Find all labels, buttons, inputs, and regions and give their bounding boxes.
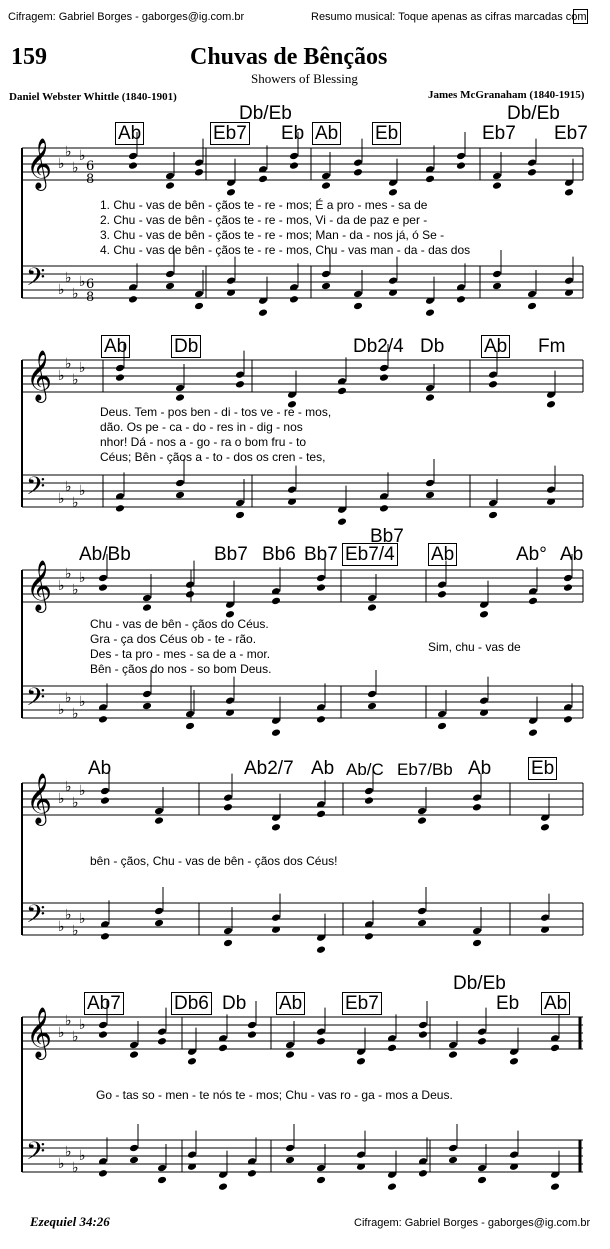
- note-head: [98, 1021, 108, 1030]
- note-head: [563, 715, 573, 724]
- note-head: [98, 574, 108, 583]
- note-head: [187, 1057, 197, 1066]
- note-head: [564, 276, 574, 285]
- flat-sign: ♭: [72, 1160, 79, 1176]
- note-head: [142, 690, 152, 699]
- note-head: [364, 787, 374, 796]
- note-head: [448, 1041, 458, 1050]
- note-head: [100, 932, 110, 941]
- chord-db-eb: Db/Eb: [507, 103, 560, 124]
- flat-sign: ♭: [79, 1017, 86, 1033]
- flat-sign: ♭: [65, 690, 72, 706]
- note-head: [472, 803, 482, 812]
- note-head: [488, 370, 498, 379]
- note-head: [175, 384, 185, 393]
- chord-db6: Db6: [171, 992, 212, 1015]
- flat-sign: ♭: [72, 160, 79, 176]
- flat-sign: ♭: [58, 1025, 65, 1041]
- note-head: [223, 939, 233, 948]
- note-head: [98, 1169, 108, 1178]
- note-head: [417, 919, 427, 928]
- chord-db2-4: Db2/4: [353, 336, 404, 357]
- chord-ab: Ab: [88, 758, 112, 779]
- note-head: [477, 1176, 487, 1185]
- lyricist: Daniel Webster Whittle (1840-1901): [9, 91, 177, 103]
- chord-ab: Ab: [560, 544, 584, 565]
- note-head: [417, 816, 427, 825]
- note-head: [285, 1156, 295, 1165]
- verse-3: 3. Chu - vas de bên - çãos te - re - mos; Man - da - nos já, ó Se -: [100, 228, 445, 242]
- chord-eb: Eb: [372, 122, 401, 145]
- note-head: [509, 1057, 519, 1066]
- note-head: [425, 175, 435, 184]
- note-head: [115, 504, 125, 513]
- note-head: [418, 1021, 428, 1030]
- flat-sign: ♭: [72, 706, 79, 722]
- hymn-subtitle: Showers of Blessing: [251, 71, 358, 86]
- note-head: [226, 276, 236, 285]
- note-head: [437, 722, 447, 731]
- chord-bb7: Bb7: [214, 544, 248, 565]
- note-head: [115, 364, 125, 373]
- note-head: [185, 710, 195, 719]
- chord-ab: Ab: [541, 992, 570, 1015]
- flat-sign: ♭: [65, 144, 72, 160]
- note-head: [316, 945, 326, 954]
- note-head: [388, 276, 398, 285]
- note-head: [321, 172, 331, 181]
- note-head: [128, 295, 138, 304]
- note-head: [194, 168, 204, 177]
- note-head: [387, 1182, 397, 1191]
- chord-eb7: Eb7: [210, 122, 250, 145]
- note-head: [247, 1021, 257, 1030]
- flat-sign: ♭: [65, 1013, 72, 1029]
- flat-sign: ♭: [65, 479, 72, 495]
- note-head: [142, 594, 152, 603]
- note-head: [316, 1037, 326, 1046]
- note-head: [456, 152, 466, 161]
- note-head: [194, 290, 204, 299]
- note-head: [425, 384, 435, 393]
- chord-ab: Ab: [276, 992, 305, 1015]
- verse-2: Gra - ça dos Céus ob - te - rão.: [90, 632, 257, 646]
- flat-sign: ♭: [79, 570, 86, 586]
- treble-clef: 𝄞: [26, 138, 53, 189]
- verse-4: Céus; Bên - çãos a - to - dos os cren - tes,: [100, 450, 326, 464]
- note-head: [472, 939, 482, 948]
- chord-fm: Fm: [538, 336, 566, 357]
- flat-sign: ♭: [79, 694, 86, 710]
- note-head: [492, 172, 502, 181]
- note-head: [456, 295, 466, 304]
- note-head: [367, 594, 377, 603]
- note-head: [437, 590, 447, 599]
- note-head: [129, 1041, 139, 1050]
- note-head: [418, 1030, 428, 1039]
- note-head: [218, 1182, 228, 1191]
- chord-ab: Ab: [428, 543, 457, 566]
- note-head: [154, 816, 164, 825]
- verse-1: Deus. Tem - pos ben - di - tos ve - re - mos,: [100, 405, 332, 419]
- note-head: [417, 807, 427, 816]
- flat-sign: ♭: [79, 148, 86, 164]
- verse-1: 1. Chu - vas de bên - çãos te - re - mos; É a pro - mes - sa de: [100, 198, 428, 212]
- note-head: [379, 364, 389, 373]
- note-head: [316, 1164, 326, 1173]
- note-head: [165, 172, 175, 181]
- treble-clef: 𝄞: [26, 350, 53, 401]
- note-head: [128, 161, 138, 170]
- note-head: [379, 373, 389, 382]
- time-signature: 8: [86, 290, 95, 305]
- chord-db: Db: [420, 336, 445, 357]
- bass-clef: 𝄢: [26, 900, 46, 935]
- flat-sign: ♭: [65, 779, 72, 795]
- note-head: [165, 181, 175, 190]
- chord-bb7: Bb7: [304, 544, 338, 565]
- flat-sign: ♭: [72, 1029, 79, 1045]
- note-head: [364, 796, 374, 805]
- chord-eb7: Eb7: [342, 992, 382, 1015]
- note-head: [285, 1144, 295, 1153]
- note-head: [247, 1169, 257, 1178]
- note-head: [235, 511, 245, 520]
- chord-ab2-7: Ab2/7: [244, 758, 294, 779]
- verse-2: 2. Chu - vas de bên - çãos te - re - mos, Vi - da de paz e per -: [100, 213, 428, 227]
- flat-sign: ♭: [79, 783, 86, 799]
- note-head: [247, 1030, 257, 1039]
- note-head: [223, 803, 233, 812]
- chord-ab: Ab: [481, 335, 510, 358]
- chord-bb6: Bb6: [262, 544, 296, 565]
- note-head: [509, 1150, 519, 1159]
- note-head: [337, 517, 347, 526]
- note-head: [564, 188, 574, 197]
- note-head: [353, 168, 363, 177]
- note-head: [223, 793, 233, 802]
- note-head: [356, 1150, 366, 1159]
- note-head: [226, 188, 236, 197]
- note-head: [154, 807, 164, 816]
- flat-sign: ♭: [58, 282, 65, 298]
- note-head: [425, 491, 435, 500]
- note-head: [546, 485, 556, 494]
- flat-sign: ♭: [79, 1148, 86, 1164]
- note-head: [527, 168, 537, 177]
- note-head: [488, 499, 498, 508]
- note-head: [492, 270, 502, 279]
- chord-db: Db: [171, 335, 201, 358]
- note-head: [479, 610, 489, 619]
- note-head: [353, 158, 363, 167]
- note-head: [367, 690, 377, 699]
- note-head: [528, 728, 538, 737]
- note-head: [285, 1041, 295, 1050]
- note-head: [321, 270, 331, 279]
- flat-sign: ♭: [58, 919, 65, 935]
- note-head: [98, 1030, 108, 1039]
- note-head: [546, 400, 556, 409]
- note-head: [425, 479, 435, 488]
- flat-sign: ♭: [79, 911, 86, 927]
- note-head: [235, 380, 245, 389]
- treble-clef: 𝄞: [26, 1007, 53, 1058]
- note-head: [157, 1027, 167, 1036]
- note-head: [235, 499, 245, 508]
- chord-ab7: Ab7: [84, 992, 124, 1015]
- note-head: [353, 290, 363, 299]
- note-head: [258, 308, 268, 317]
- note-head: [271, 728, 281, 737]
- flat-sign: ♭: [58, 1156, 65, 1172]
- chord-ab: Ab: [101, 335, 130, 358]
- note-head: [387, 1044, 397, 1053]
- note-head: [527, 290, 537, 299]
- chord-ab-bb: Ab/Bb: [79, 544, 131, 565]
- note-head: [367, 702, 377, 711]
- chord-db-eb: Db/Eb: [239, 103, 292, 124]
- note-head: [142, 702, 152, 711]
- time-signature: 8: [86, 172, 95, 187]
- note-head: [418, 1169, 428, 1178]
- flat-sign: ♭: [79, 274, 86, 290]
- chord-ab: Ab: [115, 122, 144, 145]
- flat-sign: ♭: [65, 270, 72, 286]
- flat-sign: ♭: [72, 795, 79, 811]
- note-head: [540, 823, 550, 832]
- treble-clef: 𝄞: [26, 773, 53, 824]
- note-head: [479, 696, 489, 705]
- flat-sign: ♭: [72, 582, 79, 598]
- note-head: [337, 387, 347, 396]
- chord-db-eb: Db/Eb: [453, 973, 506, 994]
- chord-ab-c: Ab/C: [346, 760, 384, 779]
- note-head: [129, 1050, 139, 1059]
- note-head: [379, 504, 389, 513]
- flat-sign: ♭: [72, 923, 79, 939]
- note-head: [100, 796, 110, 805]
- note-head: [316, 715, 326, 724]
- hymn-number: 159: [11, 44, 47, 70]
- note-head: [235, 370, 245, 379]
- note-head: [271, 597, 281, 606]
- note-head: [258, 175, 268, 184]
- flat-sign: ♭: [72, 286, 79, 302]
- note-head: [185, 580, 195, 589]
- note-head: [388, 188, 398, 197]
- bass-clef: 𝄢: [26, 1137, 46, 1172]
- note-head: [540, 913, 550, 922]
- time-signature: 6: [86, 277, 95, 292]
- note-head: [154, 919, 164, 928]
- treble-clef: 𝄞: [26, 560, 53, 611]
- flat-sign: ♭: [58, 578, 65, 594]
- note-head: [353, 302, 363, 311]
- flat-sign: ♭: [65, 1144, 72, 1160]
- note-head: [472, 793, 482, 802]
- note-head: [321, 282, 331, 291]
- verse-1: Chu - vas de bên - çãos do Céus.: [90, 617, 269, 631]
- note-head: [316, 810, 326, 819]
- flat-sign: ♭: [72, 495, 79, 511]
- chord-ab: Ab: [311, 758, 335, 779]
- note-head: [321, 181, 331, 190]
- flat-sign: ♭: [58, 368, 65, 384]
- chord-eb7-bb: Eb7/Bb: [397, 760, 453, 779]
- chord-db: Db: [222, 993, 247, 1014]
- refrain-line-2: Go - tas so - men - te nós te - mos; Chu - vas ro - ga - mos a Deus.: [96, 1088, 453, 1102]
- note-head: [472, 927, 482, 936]
- flat-sign: ♭: [79, 483, 86, 499]
- note-head: [364, 932, 374, 941]
- verse-2: dão. Os pe - ca - do - res in - dig - nos: [100, 420, 303, 434]
- note-head: [194, 302, 204, 311]
- flat-sign: ♭: [58, 491, 65, 507]
- note-head: [448, 1156, 458, 1165]
- note-head: [157, 1164, 167, 1173]
- note-head: [187, 1150, 197, 1159]
- note-head: [128, 152, 138, 161]
- header-summary: Resumo musical: Toque apenas as cifras marcadas com: [311, 11, 587, 23]
- note-head: [154, 907, 164, 916]
- note-head: [477, 1164, 487, 1173]
- bass-clef: 𝄢: [26, 263, 46, 298]
- chord-eb: Eb: [528, 757, 557, 780]
- note-head: [456, 161, 466, 170]
- bass-clef: 𝄢: [26, 683, 46, 718]
- note-head: [175, 479, 185, 488]
- note-head: [142, 603, 152, 612]
- note-head: [425, 393, 435, 402]
- chord-ab: Ab: [468, 758, 492, 779]
- note-head: [316, 1027, 326, 1036]
- chord-eb: Eb: [281, 123, 305, 144]
- header-credit: Cifragem: Gabriel Borges - gaborges@ig.com.br: [8, 11, 245, 23]
- note-head: [157, 1176, 167, 1185]
- scripture-reference: Ezequiel 34:26: [30, 1214, 110, 1229]
- flat-sign: ♭: [72, 372, 79, 388]
- note-head: [289, 161, 299, 170]
- note-head: [417, 907, 427, 916]
- note-head: [225, 696, 235, 705]
- note-head: [271, 823, 281, 832]
- composer: James McGranaham (1840-1915): [428, 89, 585, 101]
- chord-ab: Ab: [312, 122, 341, 145]
- note-head: [316, 583, 326, 592]
- note-head: [563, 583, 573, 592]
- bass-clef: 𝄢: [26, 472, 46, 507]
- flat-sign: ♭: [58, 791, 65, 807]
- note-head: [157, 1037, 167, 1046]
- note-head: [550, 1182, 560, 1191]
- note-head: [316, 574, 326, 583]
- note-head: [563, 574, 573, 583]
- note-head: [175, 491, 185, 500]
- note-head: [115, 373, 125, 382]
- note-head: [527, 302, 537, 311]
- note-head: [437, 710, 447, 719]
- note-head: [448, 1050, 458, 1059]
- note-head: [528, 597, 538, 606]
- note-head: [448, 1144, 458, 1153]
- note-head: [129, 1156, 139, 1165]
- chord-ab-dim: Ab°: [516, 544, 547, 565]
- note-head: [129, 1144, 139, 1153]
- refrain-start: Sim, chu - vas de: [428, 640, 521, 654]
- note-head: [289, 152, 299, 161]
- chord-eb: Eb: [496, 993, 520, 1014]
- note-head: [437, 580, 447, 589]
- time-signature: 6: [86, 159, 95, 174]
- flat-sign: ♭: [58, 156, 65, 172]
- flat-sign: ♭: [65, 907, 72, 923]
- verse-3: Des - ta pro - mes - sa de a - mor.: [90, 647, 271, 661]
- note-head: [185, 590, 195, 599]
- note-head: [287, 485, 297, 494]
- flat-sign: ♭: [65, 566, 72, 582]
- verse-4: Bên - çãos do nos - so bom Deus.: [90, 662, 272, 676]
- verse-3: nhor! Dá - nos a - go - ra o bom fru - to: [100, 435, 307, 449]
- chord-eb7: Eb7: [554, 123, 588, 144]
- note-head: [425, 308, 435, 317]
- note-head: [367, 603, 377, 612]
- note-head: [488, 380, 498, 389]
- note-head: [289, 295, 299, 304]
- note-head: [550, 1044, 560, 1053]
- note-head: [100, 787, 110, 796]
- note-head: [477, 1037, 487, 1046]
- chord-bb7: Bb7: [370, 526, 404, 547]
- note-head: [98, 583, 108, 592]
- flat-sign: ♭: [79, 360, 86, 376]
- note-head: [185, 722, 195, 731]
- flat-sign: ♭: [58, 702, 65, 718]
- note-head: [492, 181, 502, 190]
- note-head: [488, 511, 498, 520]
- note-head: [223, 927, 233, 936]
- note-head: [356, 1057, 366, 1066]
- note-head: [165, 282, 175, 291]
- note-head: [194, 158, 204, 167]
- chord-eb7: Eb7: [482, 123, 516, 144]
- flat-sign: ♭: [65, 356, 72, 372]
- note-head: [477, 1027, 487, 1036]
- hymn-title: Chuvas de Bênçãos: [190, 44, 388, 70]
- refrain-line-1: bên - çãos, Chu - vas de bên - çãos dos Céus!: [90, 854, 338, 868]
- footer-credit: Cifragem: Gabriel Borges - gaborges@ig.com.br: [354, 1217, 591, 1229]
- note-head: [285, 1050, 295, 1059]
- verse-4: 4. Chu - vas de bên - çãos te - re - mos, Chu - vas man - da - das dos: [100, 243, 471, 257]
- note-head: [98, 715, 108, 724]
- note-head: [492, 282, 502, 291]
- note-head: [165, 270, 175, 279]
- note-head: [271, 913, 281, 922]
- chord-eb7-4: Eb7/4: [342, 543, 398, 566]
- note-head: [218, 1044, 228, 1053]
- note-head: [316, 1176, 326, 1185]
- note-head: [175, 393, 185, 402]
- note-head: [527, 158, 537, 167]
